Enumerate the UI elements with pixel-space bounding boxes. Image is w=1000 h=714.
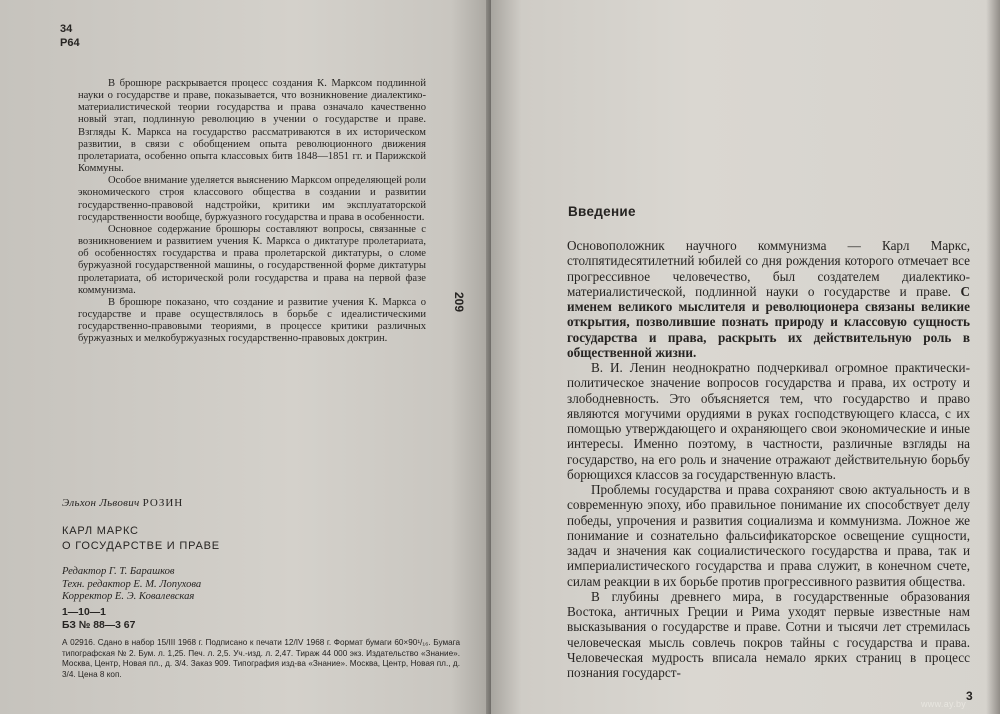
body-paragraph: В. И. Ленин неоднократно подчеркивал огромное практически-политическое значение вопросов государства и права, их остроту и злободневность. Это объясняется тем, что государство и право являются могучими орудиями в руках господствующего класса, с их помощью утверждающего и охраняющего свои экономические и иные интересы. Именно поэтому, в частности, различные взгляды на государство, на его роль и значение отражают действительную борьбу борющихся классов за государственную власть. [567, 360, 970, 482]
left-page [0, 0, 490, 714]
page-number: 3 [966, 689, 973, 703]
credit-tech-editor: Техн. редактор Е. М. Лопухова [62, 578, 202, 590]
chapter-body [567, 238, 970, 680]
signature-mark: 209 [452, 292, 466, 313]
body-paragraph: Проблемы государства и права сохраняют свою актуальность и в современную эпоху, ибо правильное понимание их способствует делу победы, упрочения и развития социализма и коммунизма. Ложное же понимание и сознательно фальсификаторское освещение сущности, задач и значения как социалистического государства и права, так и империалистического государства и права служит, в конечном счете, силам реакции в их борьбе против прогрессивного развития общества. [567, 482, 970, 589]
body-paragraph: В глубины древнего мира, в государственные образования Востока, античных Греции и Рима уходят первые известные нам высказывания о государстве и праве. Сотни и тысячи лет стремилась человеческая мысль совлечь покров тайны с государства и права. Человеческая мудрость вписала немало ярких страниц в процесс познания государст- [567, 588, 970, 680]
credit-editor: Редактор Г. Т. Барашков [62, 566, 175, 577]
author-name [62, 497, 183, 509]
credit-proofreader: Корректор Е. Э. Ковалевская [62, 591, 195, 603]
book-title-line: О ГОСУДАРСТВЕ И ПРАВЕ [62, 540, 220, 552]
body-paragraph [567, 238, 970, 360]
library-code-line: 34 [60, 23, 73, 35]
book-title [62, 524, 220, 554]
annotation [78, 78, 426, 345]
page-edge-shadow [986, 0, 1000, 714]
chapter-title: Введение [568, 204, 636, 219]
annotation-paragraph: Особое внимание уделяется выяснению Марксом определяющей роли экономического строя классового общества в создании и развитии государственно-правовой надстройки, критики им эксплуататорской государственности вообще, буржуазного государства и права в особенности. [78, 175, 426, 223]
annotation-paragraph: В брошюре показано, что создание и развитие учения К. Маркса о государстве и праве осуществлялось в борьбе с идеалистическими государственно-правовыми теориями, в процессе критики различных буржуазных и мелкобуржуазных государственно-правовых доктрин. [78, 296, 426, 345]
annotation-paragraph: Основное содержание брошюры составляют вопросы, связанные с возникновением и развитием учения К. Маркса о диктатуре пролетариата, об особенностях государства и права пролетарской диктатуры, о сломе буржуазной государственной машины, о государственной форме диктатуры пролетариата, об исторической роли государства и права на первой фазе коммунизма. [78, 223, 426, 296]
catalog-code: БЗ № 88—3 67 [62, 619, 136, 631]
author-given-name: Эльхон Львович [62, 497, 140, 509]
body-text-plain: Основоположник научного коммунизма — Карл Маркс, столпятидесятилетний юбилей со дня рождения которого отмечает все прогрессивное человечество, был создателем диалектико-материалистической, подлинной науки о государстве и праве. [567, 238, 970, 299]
catalog-code: 1—10—1 [62, 607, 106, 618]
library-code [60, 22, 80, 50]
imprint: А 02916. Сдано в набор 15/III 1968 г. Подписано к печати 12/IV 1968 г. Формат бумаги 60×90¹/₁₆. Бумага типографская № 2. Бум. л. 1,25. Печ. л. 2,5. Уч.-изд. л. 2,47. Тираж 44 000 экз. Издательство «Знание». Москва, Центр, Новая пл., д. 3/4. Заказ 909. Типография изд-ва «Знание». Москва, Центр, Новая пл., д. 3/4. Цена 8 коп. [62, 638, 460, 679]
book-title-line: КАРЛ МАРКС [62, 525, 139, 537]
author-surname: РОЗИН [142, 497, 184, 509]
library-code-line: Р64 [60, 37, 80, 49]
watermark: www.ay.by [921, 699, 967, 709]
credits [62, 566, 201, 604]
annotation-paragraph: В брошюре раскрывается процесс создания К. Марксом подлинной науки о государстве и праве, показывается, что возникновение диалектико-материалистической теории государства и права означало качественно новый этап, подлинную революцию в учении о государстве и праве. Взгляды К. Маркса на государство рассматриваются в их историческом развитии, в связи с обобщением опыта революционного движения пролетариата, особенно опыта классовых битв 1848—1851 гг. и Парижской Коммуны. [78, 78, 426, 175]
catalog-codes [62, 607, 135, 632]
body-text-bold: С именем великого мыслителя и революционера связаны великие открытия, позволившие познать природу и классовую сущность государства и права, раскрыть их действительную роль в общественной жизни. [567, 283, 970, 360]
